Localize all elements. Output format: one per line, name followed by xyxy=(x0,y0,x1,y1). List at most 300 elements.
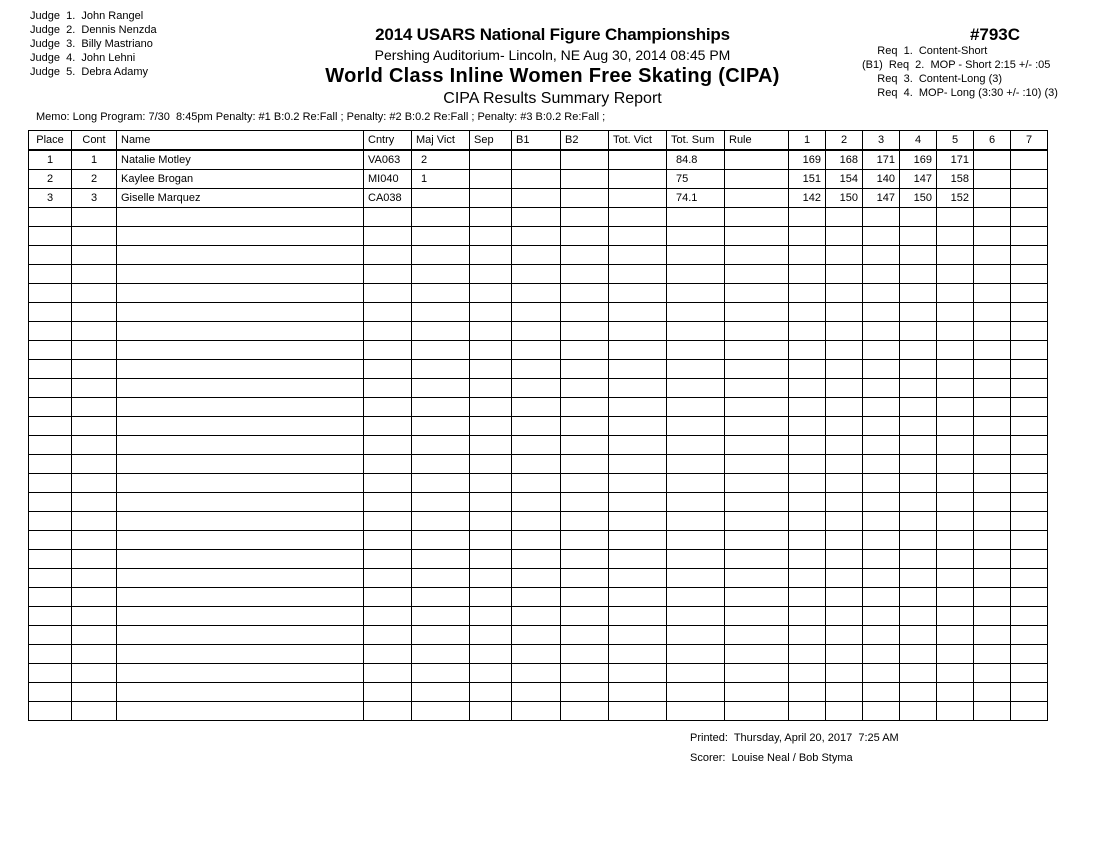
table-cell xyxy=(826,569,863,588)
table-cell xyxy=(826,379,863,398)
table-cell xyxy=(937,227,974,246)
table-cell xyxy=(117,588,364,607)
table-row-empty xyxy=(29,531,1048,550)
table-cell xyxy=(512,322,561,341)
table-cell xyxy=(725,607,789,626)
table-cell xyxy=(609,531,667,550)
table-cell xyxy=(561,607,609,626)
table-cell xyxy=(974,474,1011,493)
table-cell xyxy=(826,626,863,645)
table-cell xyxy=(29,702,72,721)
table-cell xyxy=(512,645,561,664)
table-cell xyxy=(1011,284,1048,303)
table-cell: 147 xyxy=(900,170,937,189)
table-cell xyxy=(470,227,512,246)
table-cell xyxy=(863,474,900,493)
table-cell xyxy=(364,417,412,436)
table-cell xyxy=(72,246,117,265)
table-cell xyxy=(29,417,72,436)
table-cell xyxy=(412,208,470,227)
table-cell xyxy=(1011,626,1048,645)
table-cell xyxy=(512,474,561,493)
table-cell xyxy=(512,588,561,607)
table-cell xyxy=(609,303,667,322)
table-cell xyxy=(412,512,470,531)
event-title: World Class Inline Women Free Skating (CIPA) xyxy=(325,65,780,87)
table-cell xyxy=(1011,208,1048,227)
table-cell xyxy=(725,626,789,645)
table-cell xyxy=(72,417,117,436)
table-cell xyxy=(900,284,937,303)
table-cell xyxy=(1011,664,1048,683)
table-cell xyxy=(561,284,609,303)
table-cell xyxy=(470,436,512,455)
table-cell xyxy=(470,626,512,645)
table-cell xyxy=(117,702,364,721)
table-cell xyxy=(900,683,937,702)
table-cell xyxy=(561,265,609,284)
table-cell xyxy=(789,683,826,702)
table-cell xyxy=(789,474,826,493)
table-cell xyxy=(974,227,1011,246)
table-cell xyxy=(412,322,470,341)
table-cell xyxy=(863,208,900,227)
table-cell xyxy=(667,227,725,246)
table-cell xyxy=(937,531,974,550)
table-cell xyxy=(561,550,609,569)
table-cell xyxy=(29,322,72,341)
table-cell xyxy=(29,493,72,512)
table-cell xyxy=(412,607,470,626)
table-cell xyxy=(863,531,900,550)
table-cell xyxy=(974,569,1011,588)
table-cell xyxy=(364,265,412,284)
table-header-row xyxy=(29,131,1048,151)
judge-3: Judge 3. Billy Mastriano xyxy=(30,38,153,50)
table-cell xyxy=(725,455,789,474)
table-cell xyxy=(470,246,512,265)
table-cell xyxy=(72,303,117,322)
table-cell xyxy=(512,531,561,550)
table-cell xyxy=(512,341,561,360)
column-header: Name xyxy=(117,131,364,151)
table-cell xyxy=(29,607,72,626)
table-cell xyxy=(470,493,512,512)
table-cell xyxy=(725,398,789,417)
table-cell xyxy=(863,341,900,360)
table-cell: 3 xyxy=(72,189,117,208)
table-cell xyxy=(470,455,512,474)
table-cell xyxy=(512,664,561,683)
table-cell xyxy=(937,436,974,455)
table-cell xyxy=(29,398,72,417)
table-cell xyxy=(725,550,789,569)
report-subtitle: CIPA Results Summary Report xyxy=(443,90,662,107)
table-cell xyxy=(609,474,667,493)
table-cell xyxy=(29,379,72,398)
table-cell xyxy=(512,379,561,398)
table-cell xyxy=(826,303,863,322)
table-cell xyxy=(863,626,900,645)
table-cell xyxy=(725,702,789,721)
table-cell xyxy=(72,512,117,531)
table-body xyxy=(29,150,1048,721)
table-row-empty xyxy=(29,303,1048,322)
table-row-empty xyxy=(29,341,1048,360)
table-cell xyxy=(789,702,826,721)
table-cell xyxy=(974,189,1011,208)
table-cell xyxy=(72,208,117,227)
table-cell xyxy=(667,588,725,607)
table-cell xyxy=(667,493,725,512)
table-cell xyxy=(364,664,412,683)
table-cell xyxy=(826,664,863,683)
table-cell xyxy=(900,246,937,265)
table-cell xyxy=(725,360,789,379)
table-cell xyxy=(667,208,725,227)
table-cell xyxy=(412,265,470,284)
table-cell xyxy=(29,683,72,702)
table-cell xyxy=(826,588,863,607)
requirement-4: Req 4. MOP- Long (3:30 +/- :10) (3) xyxy=(862,87,1058,99)
table-cell xyxy=(974,588,1011,607)
table-cell xyxy=(412,227,470,246)
table-cell xyxy=(72,474,117,493)
table-row-empty xyxy=(29,379,1048,398)
table-cell xyxy=(900,588,937,607)
table-cell xyxy=(667,512,725,531)
table-cell xyxy=(974,683,1011,702)
table-row-empty xyxy=(29,474,1048,493)
table-cell xyxy=(1011,170,1048,189)
table-cell: 74.1 xyxy=(667,189,725,208)
table-cell xyxy=(725,341,789,360)
requirement-3: Req 3. Content-Long (3) xyxy=(862,73,1003,85)
table-cell xyxy=(900,208,937,227)
table-cell xyxy=(412,417,470,436)
table-cell xyxy=(412,683,470,702)
table-cell xyxy=(974,360,1011,379)
table-cell xyxy=(789,531,826,550)
table-cell xyxy=(725,265,789,284)
table-cell xyxy=(512,569,561,588)
venue-line: Pershing Auditorium- Lincoln, NE Aug 30, 2014 08:45 PM xyxy=(374,47,731,63)
table-cell xyxy=(470,284,512,303)
table-cell xyxy=(609,398,667,417)
table-cell xyxy=(412,303,470,322)
column-header: Place xyxy=(29,131,72,151)
table-cell xyxy=(789,227,826,246)
table-cell xyxy=(863,493,900,512)
table-cell xyxy=(117,322,364,341)
table-cell xyxy=(789,550,826,569)
table-cell xyxy=(863,398,900,417)
table-cell xyxy=(826,455,863,474)
table-cell xyxy=(725,170,789,189)
table-row-empty xyxy=(29,360,1048,379)
table-cell: 169 xyxy=(789,150,826,170)
table-cell xyxy=(364,322,412,341)
table-cell xyxy=(974,607,1011,626)
table-cell xyxy=(117,474,364,493)
table-cell xyxy=(725,208,789,227)
printed-date: Printed: Thursday, April 20, 2017 7:25 AM xyxy=(690,732,899,744)
table-cell xyxy=(937,683,974,702)
table-cell xyxy=(512,284,561,303)
table-cell xyxy=(937,322,974,341)
table-cell xyxy=(900,379,937,398)
table-cell xyxy=(863,303,900,322)
column-header: Rule xyxy=(725,131,789,151)
table-cell xyxy=(863,284,900,303)
table-cell xyxy=(412,550,470,569)
table-cell xyxy=(937,569,974,588)
table-cell xyxy=(789,664,826,683)
table-cell xyxy=(412,284,470,303)
table-cell xyxy=(937,474,974,493)
table-cell xyxy=(609,493,667,512)
table-cell xyxy=(561,512,609,531)
table-cell xyxy=(512,208,561,227)
table-row-empty xyxy=(29,455,1048,474)
table-cell xyxy=(826,246,863,265)
table-cell xyxy=(937,550,974,569)
table-row-empty xyxy=(29,550,1048,569)
table-cell xyxy=(470,531,512,550)
table-cell xyxy=(117,246,364,265)
table-cell xyxy=(609,284,667,303)
table-cell xyxy=(29,550,72,569)
table-cell xyxy=(937,360,974,379)
table-cell xyxy=(470,379,512,398)
column-header: Maj Vict xyxy=(412,131,470,151)
table-cell xyxy=(863,645,900,664)
table-cell xyxy=(863,322,900,341)
table-cell xyxy=(826,702,863,721)
table-cell xyxy=(725,303,789,322)
table-cell xyxy=(1011,474,1048,493)
table-row xyxy=(29,189,1048,208)
table-cell xyxy=(470,569,512,588)
table-cell xyxy=(789,607,826,626)
table-row xyxy=(29,150,1048,170)
table-cell xyxy=(512,436,561,455)
table-cell xyxy=(364,341,412,360)
table-cell xyxy=(72,645,117,664)
table-cell xyxy=(609,683,667,702)
table-cell xyxy=(900,474,937,493)
table-cell xyxy=(974,150,1011,170)
table-cell xyxy=(561,150,609,170)
table-cell xyxy=(72,265,117,284)
table-cell xyxy=(470,512,512,531)
table-cell xyxy=(117,208,364,227)
table-cell xyxy=(72,284,117,303)
table-cell xyxy=(609,569,667,588)
table-cell xyxy=(974,246,1011,265)
table-cell: 1 xyxy=(72,150,117,170)
table-cell xyxy=(725,322,789,341)
column-header: 2 xyxy=(826,131,863,151)
table-row-empty xyxy=(29,512,1048,531)
table-cell xyxy=(412,664,470,683)
table-cell xyxy=(72,455,117,474)
column-header: 5 xyxy=(937,131,974,151)
table-cell xyxy=(725,246,789,265)
table-cell xyxy=(561,170,609,189)
table-cell xyxy=(412,246,470,265)
table-cell xyxy=(826,284,863,303)
table-cell xyxy=(512,227,561,246)
column-header: Tot. Sum xyxy=(667,131,725,151)
table-cell xyxy=(412,588,470,607)
table-cell xyxy=(826,208,863,227)
table-cell xyxy=(29,284,72,303)
table-row-empty xyxy=(29,265,1048,284)
table-cell xyxy=(412,341,470,360)
table-cell xyxy=(470,150,512,170)
table-cell xyxy=(826,683,863,702)
table-cell xyxy=(863,512,900,531)
table-cell xyxy=(1011,550,1048,569)
table-cell xyxy=(117,360,364,379)
table-cell xyxy=(609,436,667,455)
table-cell xyxy=(512,550,561,569)
table-cell xyxy=(667,569,725,588)
table-cell xyxy=(470,341,512,360)
table-cell xyxy=(72,322,117,341)
table-cell xyxy=(470,303,512,322)
table-cell xyxy=(1011,322,1048,341)
table-cell xyxy=(117,550,364,569)
table-cell xyxy=(937,493,974,512)
table-cell xyxy=(725,512,789,531)
table-cell xyxy=(667,341,725,360)
table-cell xyxy=(863,607,900,626)
table-cell xyxy=(900,664,937,683)
table-cell xyxy=(117,417,364,436)
table-cell xyxy=(900,360,937,379)
table-cell xyxy=(117,569,364,588)
table-cell xyxy=(609,664,667,683)
table-cell xyxy=(117,493,364,512)
table-cell xyxy=(1011,436,1048,455)
table-cell xyxy=(863,246,900,265)
table-cell xyxy=(667,322,725,341)
table-cell xyxy=(364,645,412,664)
table-cell xyxy=(364,455,412,474)
table-cell xyxy=(789,588,826,607)
table-cell xyxy=(937,588,974,607)
table-cell xyxy=(974,322,1011,341)
column-header: B2 xyxy=(561,131,609,151)
table-cell xyxy=(412,379,470,398)
table-cell xyxy=(826,645,863,664)
table-row-empty xyxy=(29,246,1048,265)
table-cell: VA063 xyxy=(364,150,412,170)
table-cell xyxy=(826,398,863,417)
table-cell xyxy=(789,436,826,455)
table-cell xyxy=(29,303,72,322)
table-cell xyxy=(789,265,826,284)
table-cell xyxy=(72,702,117,721)
table-cell xyxy=(863,360,900,379)
table-cell xyxy=(29,626,72,645)
table-cell xyxy=(609,417,667,436)
table-cell xyxy=(117,341,364,360)
table-cell xyxy=(470,398,512,417)
table-cell xyxy=(117,645,364,664)
table-cell xyxy=(937,664,974,683)
table-row-empty xyxy=(29,436,1048,455)
table-cell xyxy=(667,398,725,417)
table-cell xyxy=(609,150,667,170)
table-cell xyxy=(512,702,561,721)
table-cell xyxy=(609,227,667,246)
table-cell xyxy=(1011,398,1048,417)
table-cell xyxy=(974,645,1011,664)
table-cell xyxy=(789,512,826,531)
table-cell xyxy=(789,303,826,322)
table-cell xyxy=(29,265,72,284)
table-cell xyxy=(364,227,412,246)
table-cell: 3 xyxy=(29,189,72,208)
table-cell xyxy=(561,588,609,607)
table-cell xyxy=(826,512,863,531)
table-cell xyxy=(470,360,512,379)
table-cell xyxy=(826,493,863,512)
table-cell xyxy=(863,417,900,436)
table-cell xyxy=(900,303,937,322)
championship-title: 2014 USARS National Figure Championships xyxy=(375,25,730,44)
table-cell xyxy=(512,360,561,379)
table-cell xyxy=(1011,189,1048,208)
table-row-empty xyxy=(29,569,1048,588)
table-cell xyxy=(1011,702,1048,721)
table-cell xyxy=(667,664,725,683)
table-cell xyxy=(863,227,900,246)
table-cell xyxy=(561,569,609,588)
table-cell xyxy=(412,645,470,664)
judge-4: Judge 4. John Lehni xyxy=(30,52,136,64)
requirements-list xyxy=(862,44,1058,100)
table-cell xyxy=(470,550,512,569)
table-cell: 2 xyxy=(29,170,72,189)
table-cell xyxy=(937,208,974,227)
table-cell xyxy=(561,322,609,341)
table-cell xyxy=(900,398,937,417)
table-cell xyxy=(667,360,725,379)
table-cell xyxy=(609,322,667,341)
table-cell xyxy=(412,531,470,550)
table-cell xyxy=(937,265,974,284)
table-cell xyxy=(937,645,974,664)
table-cell xyxy=(1011,588,1048,607)
table-cell xyxy=(29,436,72,455)
table-cell xyxy=(470,607,512,626)
table-cell xyxy=(72,360,117,379)
table-cell xyxy=(29,531,72,550)
table-cell xyxy=(364,360,412,379)
column-header: B1 xyxy=(512,131,561,151)
memo-line: Memo: Long Program: 7/30 8:45pm Penalty: #1 B:0.2 Re:Fall ; Penalty: #2 B:0.2 Re:Fall ; Penalty: #3 B:0.2 Re:Fall ; xyxy=(36,111,606,123)
table-row-empty xyxy=(29,664,1048,683)
table-cell xyxy=(72,588,117,607)
table-cell xyxy=(412,702,470,721)
table-cell xyxy=(937,341,974,360)
table-cell xyxy=(900,341,937,360)
table-cell xyxy=(1011,683,1048,702)
